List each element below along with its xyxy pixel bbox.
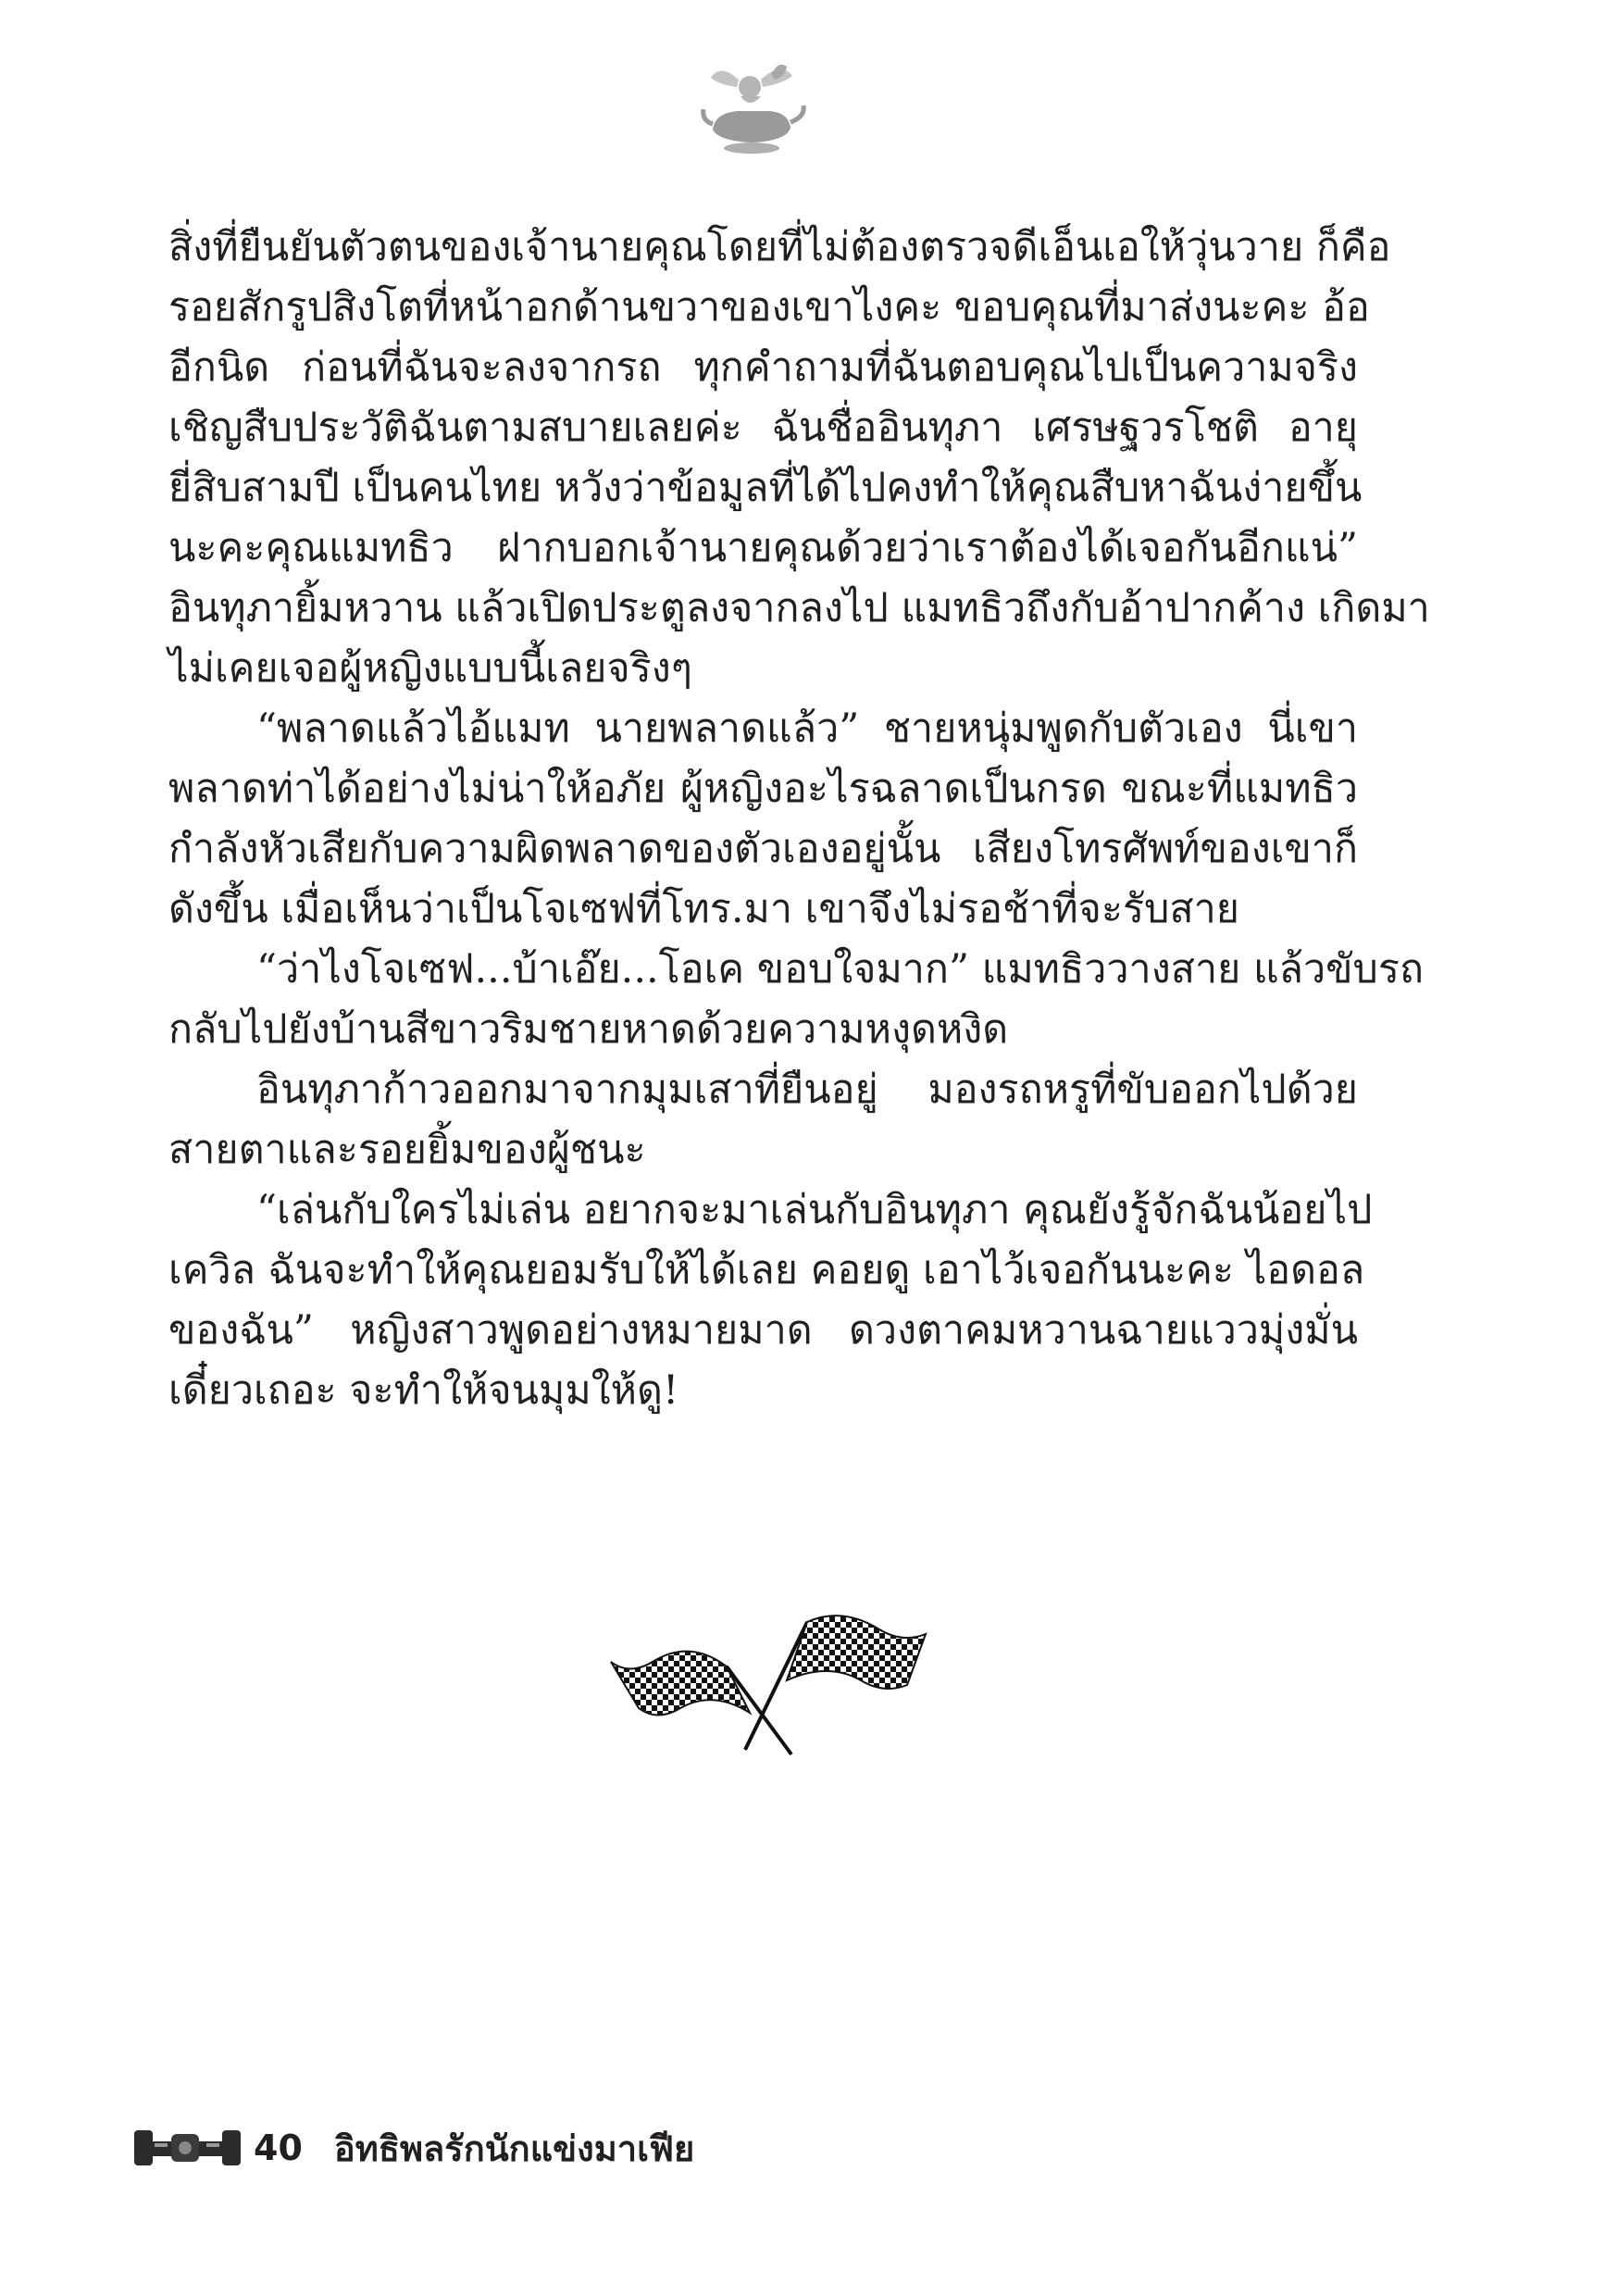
cupid-teapot-emblem-icon: [696, 56, 807, 157]
text-line: อีกนิด ก่อนที่ฉันจะลงจากรถ ทุกคำถามที่ฉันตอบคุณไปเป็นความจริง: [168, 344, 1358, 391]
text-line: “ว่าไงโจเซฟ...บ้าเอ๊ย...โอเค ขอบใจมาก” แมทธิววางสาย แล้วขับรถ: [256, 946, 1424, 992]
body-text: [168, 218, 1430, 1421]
text-line: อินทุภาก้าวออกมาจากมุมเสาที่ยืนอยู่ มองรถหรูที่ขับออกไปด้วย: [256, 1067, 1358, 1113]
text-line: สิ่งที่ยืนยันตัวตนของเจ้านายคุณโดยที่ไม่ต้องตรวจดีเอ็นเอให้วุ่นวาย ก็คือ: [168, 224, 1391, 270]
race-car-icon: [134, 2125, 241, 2171]
paragraph: [168, 1060, 1358, 1180]
text-line: “เล่นกับใครไม่เล่น อยากจะมาเล่นกับอินทุภา คุณยังรู้จักฉันน้อยไป: [256, 1187, 1373, 1233]
paragraph: [168, 699, 1358, 940]
text-line: “พลาดแล้วไอ้แมท นายพลาดแล้ว” ชายหนุ่มพูดกับตัวเอง นี่เขา: [256, 705, 1358, 752]
checkered-flags-icon: [602, 1611, 935, 1759]
text-line: พลาดท่าได้อย่างไม่น่าให้อภัย ผู้หญิงอะไรฉลาดเป็นกรด ขณะที่แมทธิว: [168, 766, 1358, 812]
paragraph: [168, 218, 1430, 699]
paragraph: [168, 940, 1424, 1060]
text-line: ยี่สิบสามปี เป็นคนไทย หวังว่าข้อมูลที่ได้ไปคงทำให้คุณสืบหาฉันง่ายขึ้น: [168, 465, 1363, 511]
text-line: เดี๋ยวเถอะ จะทำให้จนมุมให้ดู!: [168, 1367, 679, 1414]
text-line: เชิญสืบประวัติฉันตามสบายเลยค่ะ ฉันชื่ออินทุภา เศรษฐวรโชติ อายุ: [168, 405, 1358, 451]
text-line: สายตาและรอยยิ้มของผู้ชนะ: [168, 1127, 646, 1173]
text-line: ไม่เคยเจอผู้หญิงแบบนี้เลยจริงๆ: [168, 645, 692, 692]
text-line: ดังขึ้น เมื่อเห็นว่าเป็นโจเซฟที่โทร.มา เขาจึงไม่รอช้าที่จะรับสาย: [168, 886, 1239, 932]
paragraph: [168, 1180, 1373, 1421]
text-line: รอยสักรูปสิงโตที่หน้าอกด้านขวาของเขาไงคะ ขอบคุณที่มาส่งนะคะ อ้อ: [168, 284, 1370, 331]
page-number: 40: [254, 2128, 303, 2168]
text-line: กลับไปยังบ้านสีขาวริมชายหาดด้วยความหงุดหงิด: [168, 1006, 1009, 1053]
text-line: อินทุภายิ้มหวาน แล้วเปิดประตูลงจากลงไป แมทธิวถึงกับอ้าปากค้าง เกิดมา: [168, 585, 1430, 631]
page-footer: [134, 2120, 694, 2176]
book-title: อิทธิพลรักนักแข่งมาเฟีย: [333, 2128, 695, 2169]
text-line: ของฉัน” หญิงสาวพูดอย่างหมายมาด ดวงตาคมหวานฉายแววมุ่งมั่น: [168, 1307, 1358, 1354]
text-line: เควิล ฉันจะทำให้คุณยอมรับให้ได้เลย คอยดู เอาไว้เจอกันนะคะ ไอดอล: [168, 1247, 1365, 1293]
text-line: กำลังหัวเสียกับความผิดพลาดของตัวเองอยู่นั้น เสียงโทรศัพท์ของเขาก็: [168, 826, 1358, 872]
text-line: นะคะคุณแมทธิว ฝากบอกเจ้านายคุณด้วยว่าเราต้องได้เจอกันอีกแน่”: [168, 525, 1358, 571]
